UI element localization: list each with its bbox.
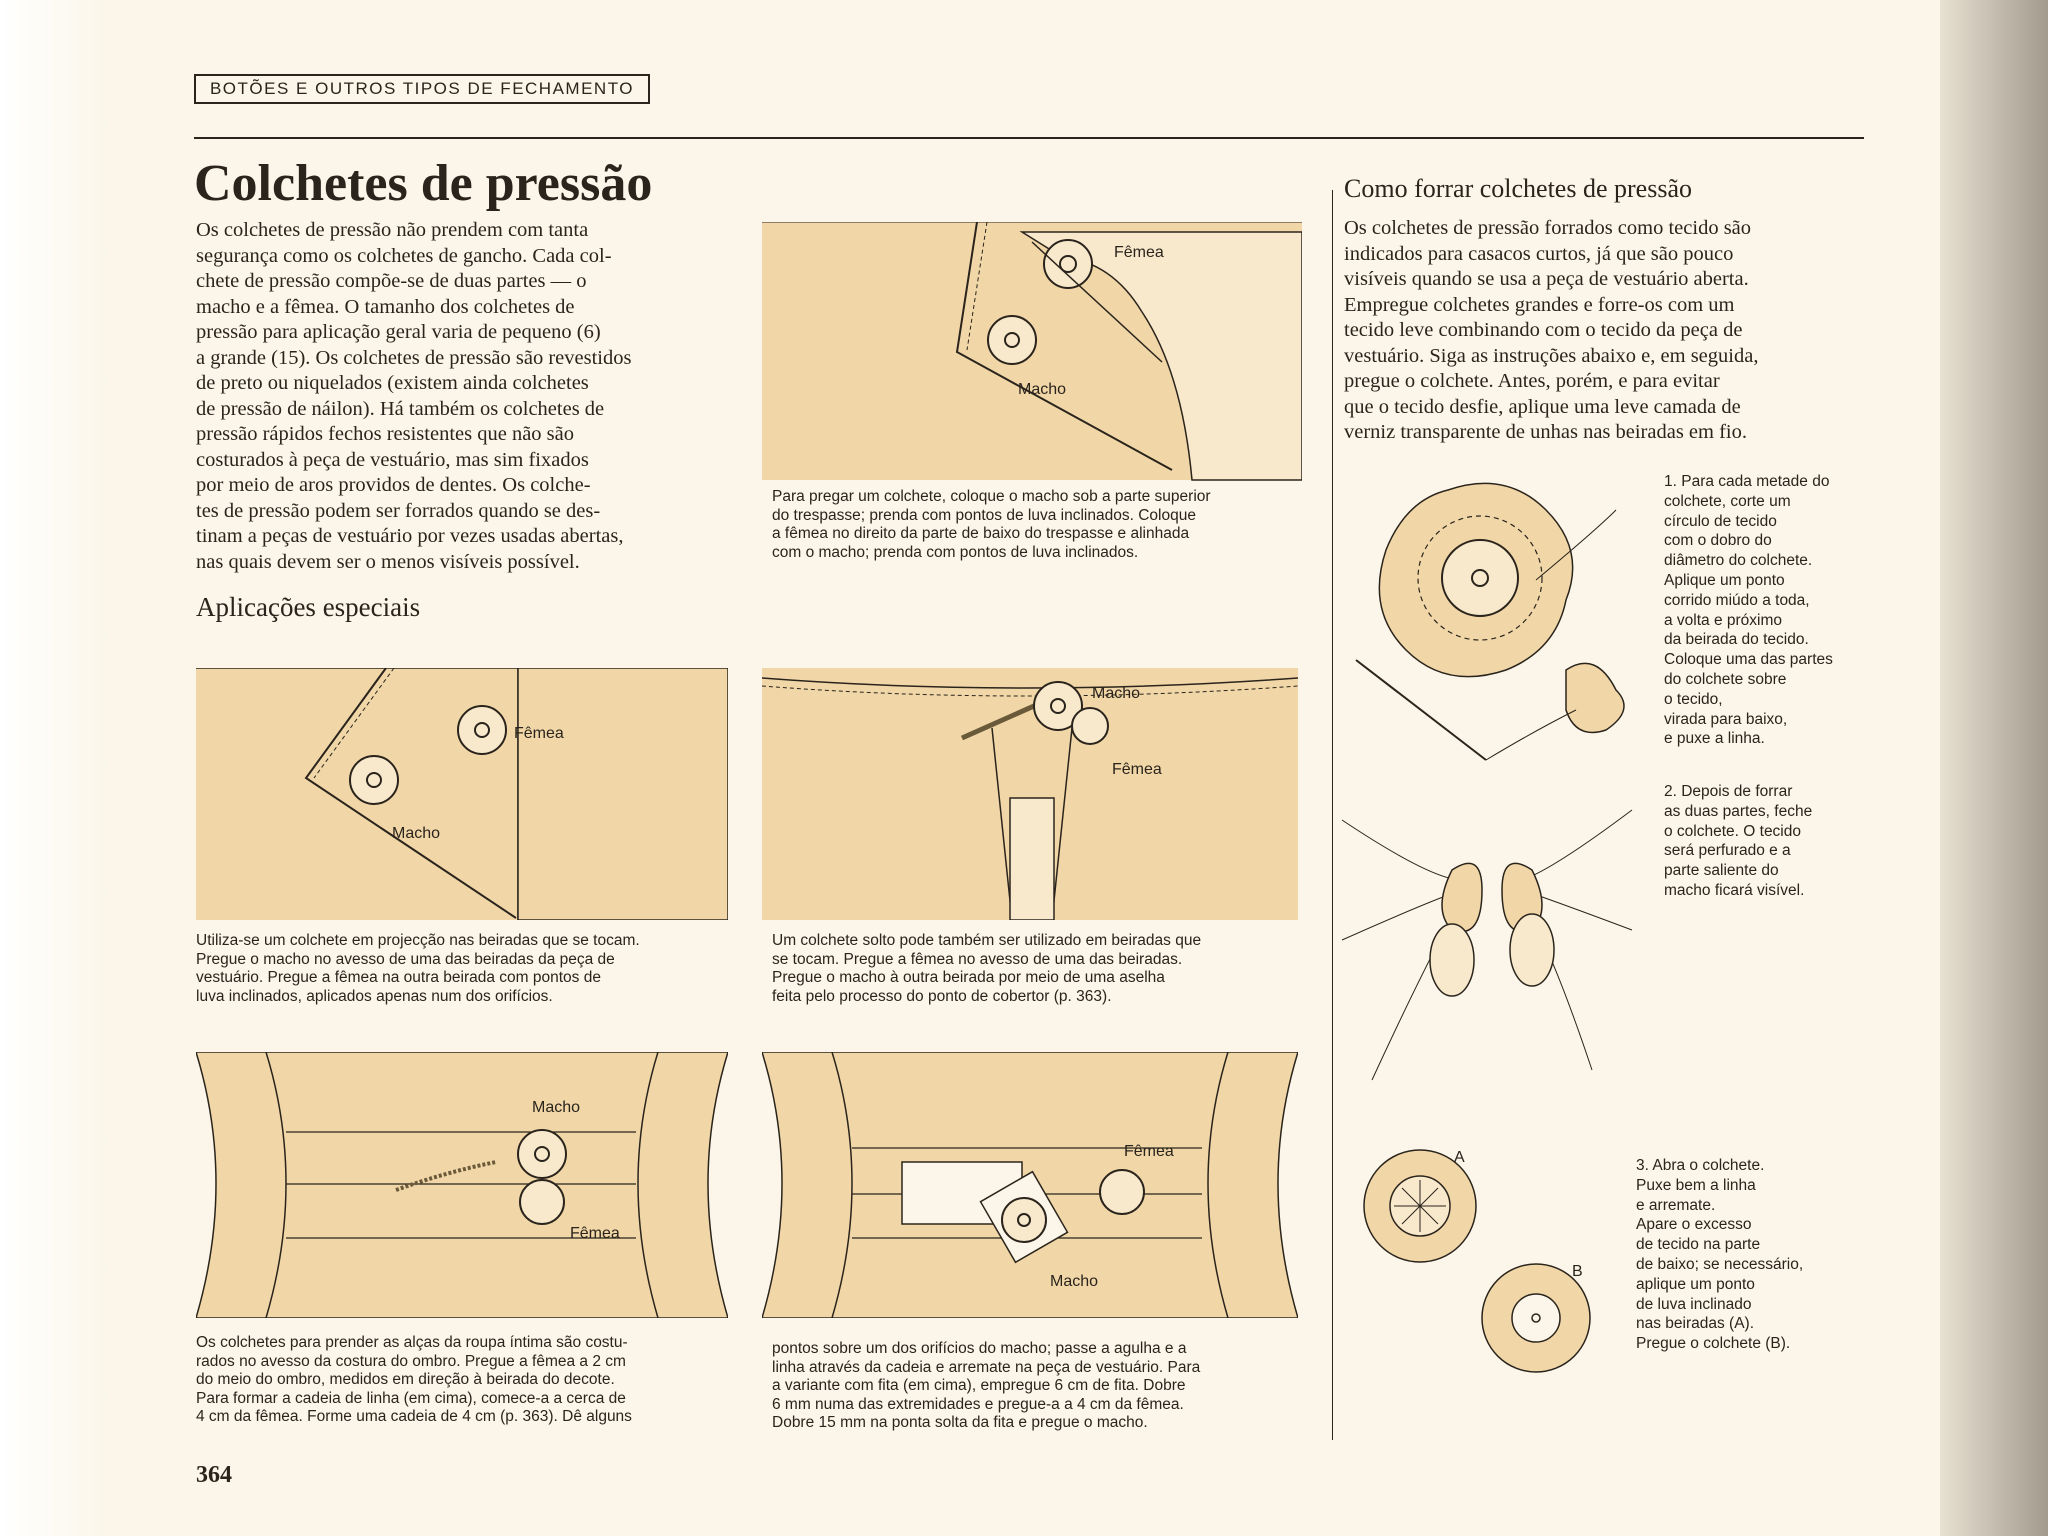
caption-line: a variante com fita (em cima), empregue 6 cm de fita. Dobre xyxy=(772,1377,1186,1394)
caption-line: se tocam. Pregue a fêmea no avesso de uma das beiradas. xyxy=(772,950,1183,968)
femea-label: Fêmea xyxy=(1114,244,1164,261)
step-line: as duas partes, feche xyxy=(1664,802,1813,820)
caption-line: Um colchete solto pode também ser utilizado em beiradas que xyxy=(772,932,1202,949)
caption-line: Pregue o macho à outra beirada por meio de uma aselha xyxy=(772,969,1165,986)
step-line: aplique um ponto xyxy=(1636,1275,1755,1293)
caption-line: Os colchetes para prender as alças da roupa íntima são costu- xyxy=(196,1334,628,1351)
intro-line: tinam a peças de vestuário por vezes usadas abertas, xyxy=(196,525,624,547)
caption-line: 4 cm da fêmea. Forme uma cadeia de 4 cm (p. 363). Dê alguns xyxy=(196,1408,632,1425)
covering-line: pregue o colchete. Antes, porém, e para evitar xyxy=(1344,370,1720,392)
step-line: Aplique um ponto xyxy=(1664,571,1785,589)
step-line: 3. Abra o colchete. xyxy=(1636,1157,1765,1174)
macho-label: Macho xyxy=(1092,685,1141,702)
covering-line: Empregue colchetes grandes e forre-os com um xyxy=(1344,293,1735,316)
caption-line: Dobre 15 mm na ponta solta da fita e pregue o macho. xyxy=(772,1414,1148,1431)
femea-label: Fêmea xyxy=(570,1225,620,1242)
caption-line: Para formar a cadeia de linha (em cima), comece-a a cerca de xyxy=(196,1389,626,1407)
covering-line: Os colchetes de pressão forrados como tecido são xyxy=(1344,217,1752,239)
covering-line: visíveis quando se usa a peça de vestuário aberta. xyxy=(1344,268,1749,290)
step-line: a volta e próximo xyxy=(1664,611,1783,629)
intro-line: de pressão de náilon). Há também os colchetes de xyxy=(196,397,605,420)
step-line: 2. Depois de forrar xyxy=(1664,783,1793,800)
step-line: nas beiradas (A). xyxy=(1636,1315,1755,1333)
intro-line: pressão rápidos fechos resistentes que não são xyxy=(196,423,574,445)
intro-line: chete de pressão compõe-se de duas partes — o xyxy=(196,270,587,292)
step-line: colchete, corte um xyxy=(1664,492,1791,510)
femea-label: Fêmea xyxy=(1112,761,1162,778)
step-line: o tecido, xyxy=(1664,690,1723,708)
femea-label: Fêmea xyxy=(514,725,564,742)
caption-line: pontos sobre um dos orifícios do macho; passe a agulha e a xyxy=(772,1340,1187,1357)
figure-step1-fabric-circle xyxy=(1336,470,1636,770)
section-header: BOTÕES E OUTROS TIPOS DE FECHAMENTO xyxy=(194,74,650,104)
step-line: virada para baixo, xyxy=(1664,710,1788,728)
caption-line: luva inclinados, aplicados apenas num dos orifícios. xyxy=(196,987,553,1005)
macho-label: Macho xyxy=(1018,381,1067,398)
step3-text xyxy=(1636,1156,1876,1354)
step-line: de tecido na parte xyxy=(1636,1236,1761,1254)
covering-heading: Como forrar colchetes de pressão xyxy=(1344,174,1692,203)
figure-strap-chain xyxy=(196,1052,728,1318)
step-line: parte saliente do xyxy=(1664,862,1779,880)
macho-label: Macho xyxy=(1050,1273,1099,1290)
special-applications-heading: Aplicações especiais xyxy=(196,592,421,622)
figure-caption xyxy=(772,932,1298,1006)
step-line: círculo de tecido xyxy=(1664,512,1777,530)
covering-line: que o tecido desfie, aplique uma leve camada de xyxy=(1344,395,1741,418)
caption-line: do meio do ombro, medidos em direção à beirada do decote. xyxy=(196,1371,615,1388)
step-line: e puxe a linha. xyxy=(1664,730,1765,748)
figure-step3-finished xyxy=(1350,1140,1610,1380)
caption-line: Pregue o macho no avesso de uma das beiradas da peça de xyxy=(196,950,615,968)
step-line: Puxe bem a linha xyxy=(1636,1176,1756,1194)
step-line: e arremate. xyxy=(1636,1196,1716,1214)
caption-line: 6 mm numa das extremidades e pregue-a a 4 cm da fêmea. xyxy=(772,1395,1184,1413)
intro-line: pressão para aplicação geral varia de pequeno (6) xyxy=(196,321,601,343)
caption-line: vestuário. Pregue a fêmea na outra beirada com pontos de xyxy=(196,969,601,986)
caption-line: do trespasse; prenda com pontos de luva inclinados. Coloque xyxy=(772,506,1196,524)
figure-caption xyxy=(772,1340,1298,1433)
caption-line: Utiliza-se um colchete em projecção nas beiradas que se tocam. xyxy=(196,932,640,949)
caption-line: rados no avesso da costura do ombro. Pregue a fêmea a 2 cm xyxy=(196,1352,626,1370)
intro-line: de preto ou niquelados (existem ainda colchetes xyxy=(196,372,589,394)
figure-overlap-snap xyxy=(762,222,1302,482)
step-line: macho ficará visível. xyxy=(1664,881,1805,899)
covering-paragraph xyxy=(1344,216,1868,446)
step-line: diâmetro do colchete. xyxy=(1664,552,1813,570)
step1-text xyxy=(1664,472,1884,749)
page-left-margin xyxy=(0,0,110,1536)
page-title: Colchetes de pressão xyxy=(194,155,653,212)
page-number: 364 xyxy=(196,1462,232,1488)
caption-line: feita pelo processo do ponto de cobertor (p. 363). xyxy=(772,987,1112,1005)
figure-projecting-snap xyxy=(196,668,728,920)
covering-line: vestuário. Siga as instruções abaixo e, em seguida, xyxy=(1344,344,1759,367)
step-line: do colchete sobre xyxy=(1664,670,1787,688)
step-line: corrido miúdo a toda, xyxy=(1664,591,1810,609)
step-line: de luva inclinado xyxy=(1636,1295,1752,1313)
step2-text xyxy=(1664,782,1884,901)
covering-line: tecido leve combinando com o tecido da peça de xyxy=(1344,319,1743,341)
step-line: Pregue o colchete (B). xyxy=(1636,1335,1791,1353)
intro-line: costurados à peça de vestuário, mas sim fixados xyxy=(196,448,589,471)
macho-label: Macho xyxy=(392,825,441,842)
label-a: A xyxy=(1454,1149,1465,1166)
femea-label: Fêmea xyxy=(1124,1143,1174,1160)
figure-caption xyxy=(772,488,1296,562)
caption-line: linha através da cadeia e arremate na peça de vestuário. Para xyxy=(772,1358,1201,1376)
intro-line: macho e a fêmea. O tamanho dos colchetes de xyxy=(196,295,575,318)
intro-line: nas quais devem ser o menos visíveis possível. xyxy=(196,550,580,573)
step-line: de baixo; se necessário, xyxy=(1636,1255,1804,1273)
label-b: B xyxy=(1572,1263,1583,1280)
macho-label: Macho xyxy=(532,1099,581,1116)
caption-line: com o macho; prenda com pontos de luva inclinados. xyxy=(772,543,1139,561)
covering-line: verniz transparente de unhas nas beiradas em fio. xyxy=(1344,421,1748,443)
intro-line: tes de pressão podem ser forrados quando se des- xyxy=(196,499,601,522)
figure-step2-closed-snap xyxy=(1332,790,1642,1090)
header-rule xyxy=(194,137,1864,139)
intro-line: por meio de aros providos de dentes. Os colche- xyxy=(196,474,591,496)
step-line: será perfurado e a xyxy=(1664,842,1791,860)
step-line: Apare o excesso xyxy=(1636,1216,1752,1234)
figure-caption xyxy=(196,932,722,1006)
intro-line: segurança como os colchetes de gancho. Cada col- xyxy=(196,244,612,267)
figure-loose-snap xyxy=(762,668,1298,920)
step-line: com o dobro do xyxy=(1664,532,1772,550)
intro-line: a grande (15). Os colchetes de pressão são revestidos xyxy=(196,346,632,369)
intro-paragraph xyxy=(196,218,720,575)
page-gutter-shadow xyxy=(1940,0,2048,1536)
step-line: Coloque uma das partes xyxy=(1664,651,1833,669)
step-line: da beirada do tecido. xyxy=(1664,631,1809,649)
intro-line: Os colchetes de pressão não prendem com tanta xyxy=(196,219,589,241)
step-line: 1. Para cada metade do xyxy=(1664,473,1830,490)
caption-line: Para pregar um colchete, coloque o macho sob a parte superior xyxy=(772,488,1211,505)
figure-caption xyxy=(196,1334,722,1427)
covering-line: indicados para casacos curtos, já que são pouco xyxy=(1344,242,1734,265)
caption-line: a fêmea no direito da parte de baixo do trespasse e alinhada xyxy=(772,525,1190,542)
step-line: o colchete. O tecido xyxy=(1664,822,1801,840)
figure-strap-ribbon xyxy=(762,1052,1298,1318)
